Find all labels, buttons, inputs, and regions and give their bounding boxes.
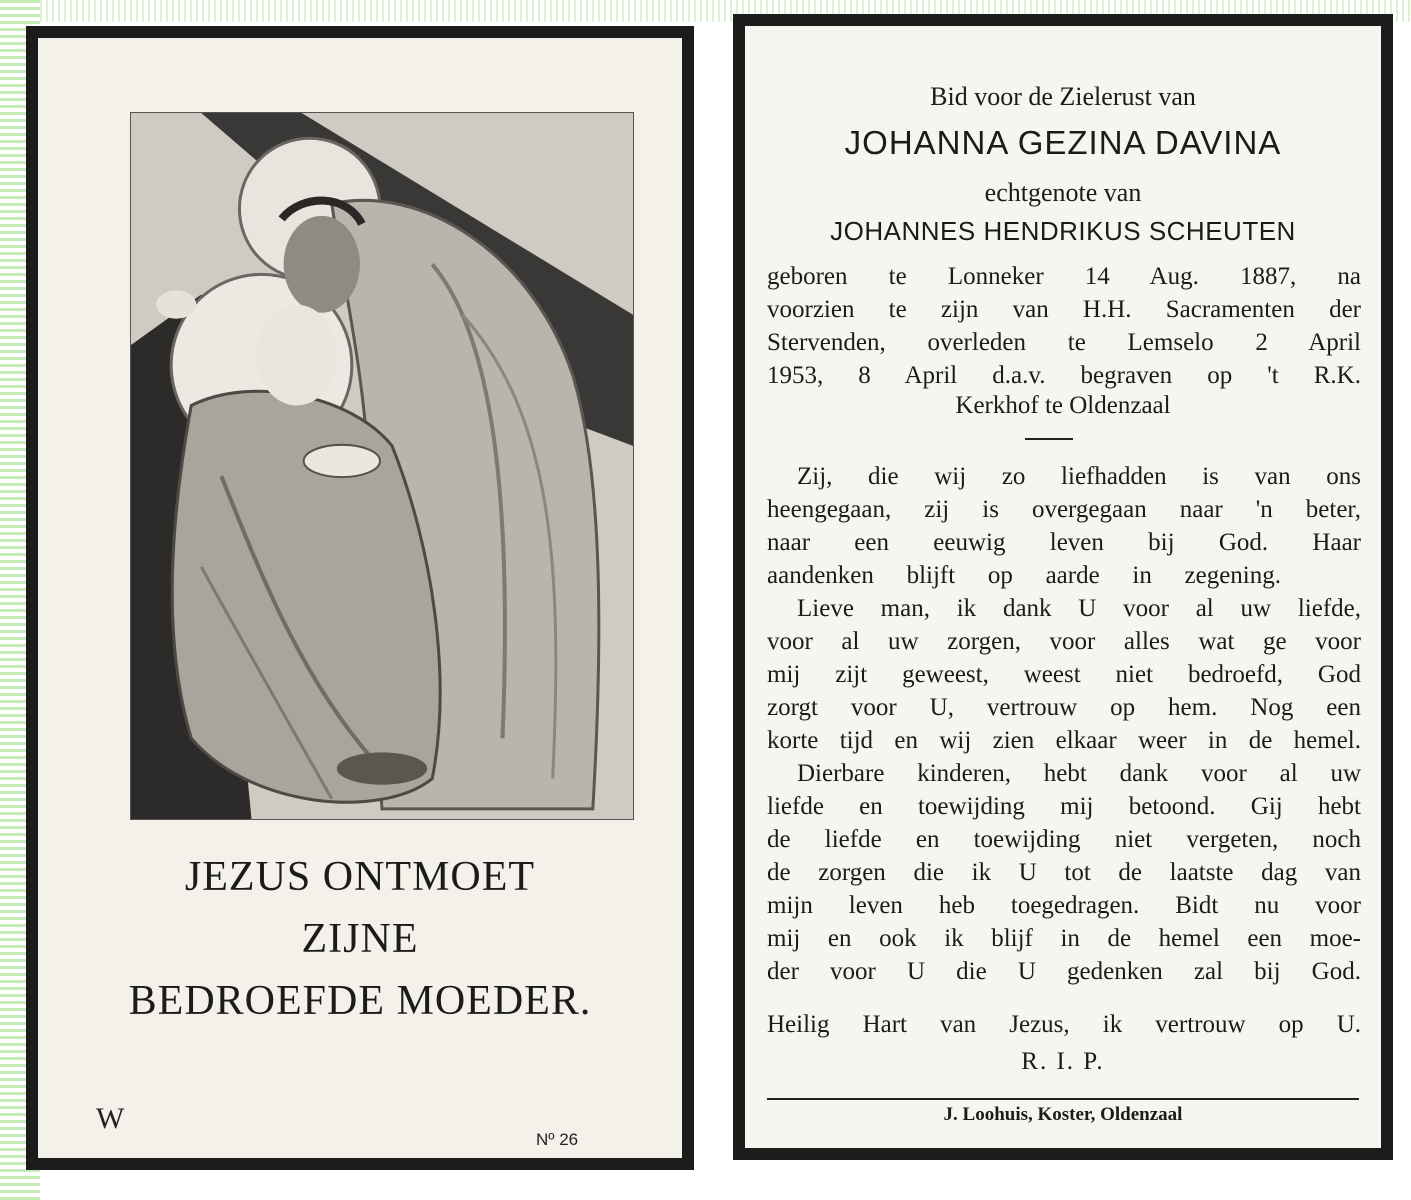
spouse-name: JOHANNES HENDRIKUS SCHEUTEN (830, 216, 1296, 246)
publisher-logo: W (96, 1102, 125, 1135)
body-line: mij en ook ik blijf in de hemel een moe- (767, 925, 1361, 952)
card-back-paper (745, 26, 1381, 1148)
title-line: BEDROEFDE MOEDER. (128, 978, 592, 1024)
spouse-intro: echtgenote van (984, 178, 1142, 207)
jesus-meets-mother-illustration (131, 113, 633, 819)
body-line: mij zijt geweest, weest niet bedroefd, God (767, 661, 1361, 688)
body-line: Zij, die wij zo liefhadden is van ons (797, 463, 1361, 490)
deceased-name: JOHANNA GEZINA DAVINA (844, 124, 1282, 161)
title-line: ZIJNE (301, 916, 419, 962)
rip-line: R. I. P. (1021, 1048, 1105, 1075)
body-line: Lieve man, ik dank U voor al uw liefde, (797, 595, 1361, 622)
card-number: Nº 26 (536, 1130, 579, 1149)
body-line: de liefde en toewijding niet vergeten, noch (767, 826, 1361, 853)
body-line: mijn leven heb toegedragen. Bidt nu voor (767, 892, 1361, 919)
body-line: heengegaan, zij is overgegaan naar 'n beter, (767, 496, 1361, 523)
body-line: voor al uw zorgen, voor alles wat ge voor (767, 628, 1361, 655)
divider-long (767, 1098, 1359, 1100)
body-line: liefde en toewijding mij betoond. Gij hebt (767, 793, 1361, 820)
bio-line: geboren te Lonneker 14 Aug. 1887, na (767, 263, 1361, 290)
bio-line: voorzien te zijn van H.H. Sacramenten der (767, 296, 1361, 323)
card-front-title (38, 846, 682, 1032)
bio-line: 1953, 8 April d.a.v. begraven op 't R.K. (767, 362, 1361, 389)
intro-line: Bid voor de Zielerust van (930, 82, 1196, 111)
body-line: de zorgen die ik U tot de laatste dag van (767, 859, 1361, 886)
prayer-card-back (733, 14, 1393, 1160)
devotional-illustration (130, 112, 634, 820)
prayer-line: Heilig Hart van Jezus, ik vertrouw op U. (767, 1011, 1361, 1038)
bio-line: Stervenden, overleden te Lemselo 2 April (767, 329, 1361, 356)
card-front-paper (38, 38, 682, 1158)
body-line: naar een eeuwig leven bij God. Haar (767, 529, 1361, 556)
body-line: zorgt voor U, vertrouw op hem. Nog een (767, 694, 1361, 721)
title-line: JEZUS ONTMOET (184, 854, 536, 900)
divider-short (1025, 438, 1073, 440)
body-line: aandenken blijft op aarde in zegening. (767, 562, 1281, 589)
prayer-card-front (26, 26, 694, 1170)
body-line: korte tijd en wij zien elkaar weer in de hemel. (767, 727, 1361, 754)
body-line: Dierbare kinderen, hebt dank voor al uw (797, 760, 1361, 787)
printer-credit: J. Loohuis, Koster, Oldenzaal (943, 1104, 1183, 1125)
bio-last-line: Kerkhof te Oldenzaal (955, 392, 1171, 419)
body-line: der voor U die U gedenken zal bij God. (767, 958, 1361, 985)
